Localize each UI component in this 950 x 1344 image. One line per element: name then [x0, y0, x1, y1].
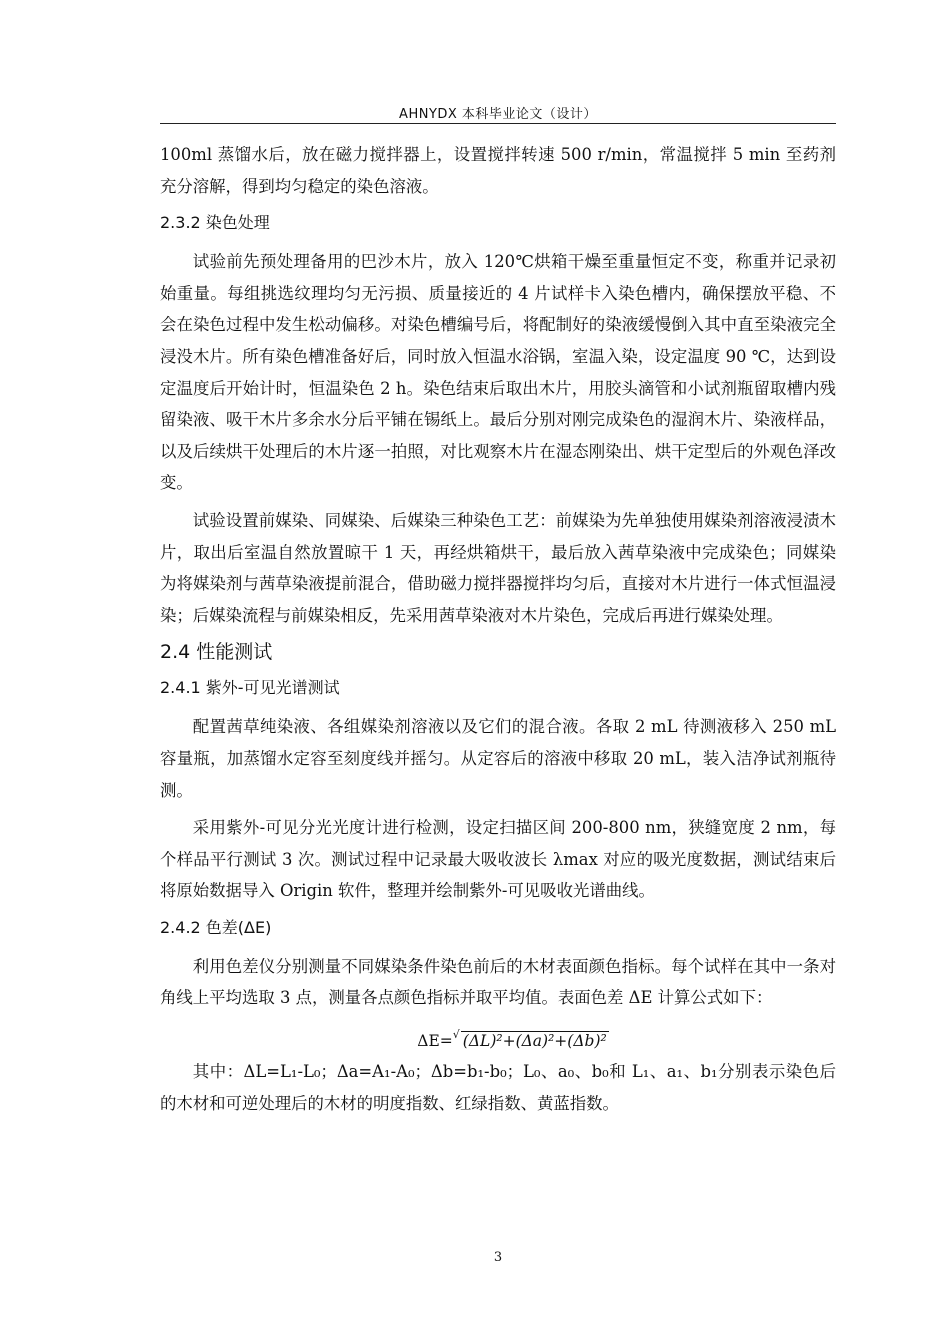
- paragraph-dyeing-1: 试验前先预处理备用的巴沙木片，放入 120℃烘箱干燥至重量恒定不变，称重并记录初始重量。每组挑选纹理均匀无污损、质量接近的 4 片试样卡入染色槽内，确保摆放平稳、不会在染色过程中发生松动偏移。对染色槽编号后，将配制好的染液缓慢倒入其中直至染液完全浸没木片。所有染色槽准备好后，同时放入恒温水浴锅，室温入染，设定温度 90 ℃，达到设定温度后开始计时，恒温染色 2 h。染色结束后取出木片，用胶头滴管和小试剂瓶留取槽内残留染液、吸干木片多余水分后平铺在锡纸上。最后分别对刚完成染色的湿润木片、染液样品，以及后续烘干处理后的木片逐一拍照，对比观察木片在湿态刚染出、烘干定型后的外观色泽改变。: [160, 252, 836, 493]
- paragraph-uv-1: 配置茜草纯染液、各组媒染剂溶液以及它们的混合液。各取 2 mL 待测液移入 250 mL 容量瓶，加蒸馏水定容至刻度线并摇匀。从定容后的溶液中移取 20 mL，装入洁净试剂瓶待测。: [160, 717, 836, 800]
- running-header: AHNYDX 本科毕业论文（设计）: [399, 107, 597, 122]
- color-difference-formula: [160, 1020, 836, 1056]
- heading-2-4: 2.4 性能测试: [160, 641, 273, 664]
- header-rule: [160, 123, 836, 124]
- formula-lhs: ΔE=: [417, 1032, 453, 1051]
- variable-definitions: ΔL=L₁-L₀；Δa=A₁-A₀；Δb=b₁-b₀；L₀、a₀、b₀和 L₁、a₁、b₁分别表示染色后的木材和可逆处理后的木材的明度指数、红绿指数、黄蓝指数。: [160, 1062, 836, 1113]
- paragraph-intro: 100ml 蒸馏水后，放在磁力搅拌器上，设置搅拌转速 500 r/min，常温搅拌 5 min 至药剂充分溶解，得到均匀稳定的染色溶液。: [160, 145, 836, 196]
- paragraph-color-1: 利用色差仪分别测量不同媒染条件染色前后的木材表面颜色指标。每个试样在其中一条对角线上平均选取 3 点，测量各点颜色指标并取平均值。表面色差 ΔE 计算公式如下：: [160, 956, 836, 1008]
- heading-2-3-2: 2.3.2 染色处理: [160, 213, 270, 233]
- paragraph-dyeing-2: 试验设置前媒染、同媒染、后媒染三种染色工艺：前媒染为先单独使用媒染剂溶液浸渍木片，取出后室温自然放置晾干 1 天，再经烘箱烘干，最后放入茜草染液中完成染色；同媒染为将媒染剂与茜草染液提前混合，借助磁力搅拌器搅拌均匀后，直接对木片进行一体式恒温浸染；后媒染流程与前媒染相反，先采用茜草染液对木片染色，完成后再进行媒染处理。: [160, 510, 836, 625]
- paragraph-uv-2: 采用紫外-可见分光光度计进行检测，设定扫描区间 200-800 nm，狭缝宽度 2 nm，每个样品平行测试 3 次。测试过程中记录最大吸收波长 λmax 对应的吸光度数据，测试结束后将原始数据导入 Origin 软件，整理并绘制紫外-可见吸收光谱曲线。: [160, 818, 836, 901]
- formula-radicand: (ΔL)²+(Δa)²+(Δb)²: [462, 1032, 607, 1051]
- paragraph-color-2: [160, 1056, 836, 1119]
- page-number: 3: [493, 1250, 503, 1265]
- page-body: [160, 139, 836, 1125]
- definitions-prefix: 其中：: [192, 1062, 244, 1082]
- radical-sign: √: [452, 1028, 460, 1042]
- heading-2-4-1: 2.4.1 紫外-可见光谱测试: [160, 678, 340, 698]
- heading-2-4-2: 2.4.2 色差(ΔE): [160, 917, 272, 937]
